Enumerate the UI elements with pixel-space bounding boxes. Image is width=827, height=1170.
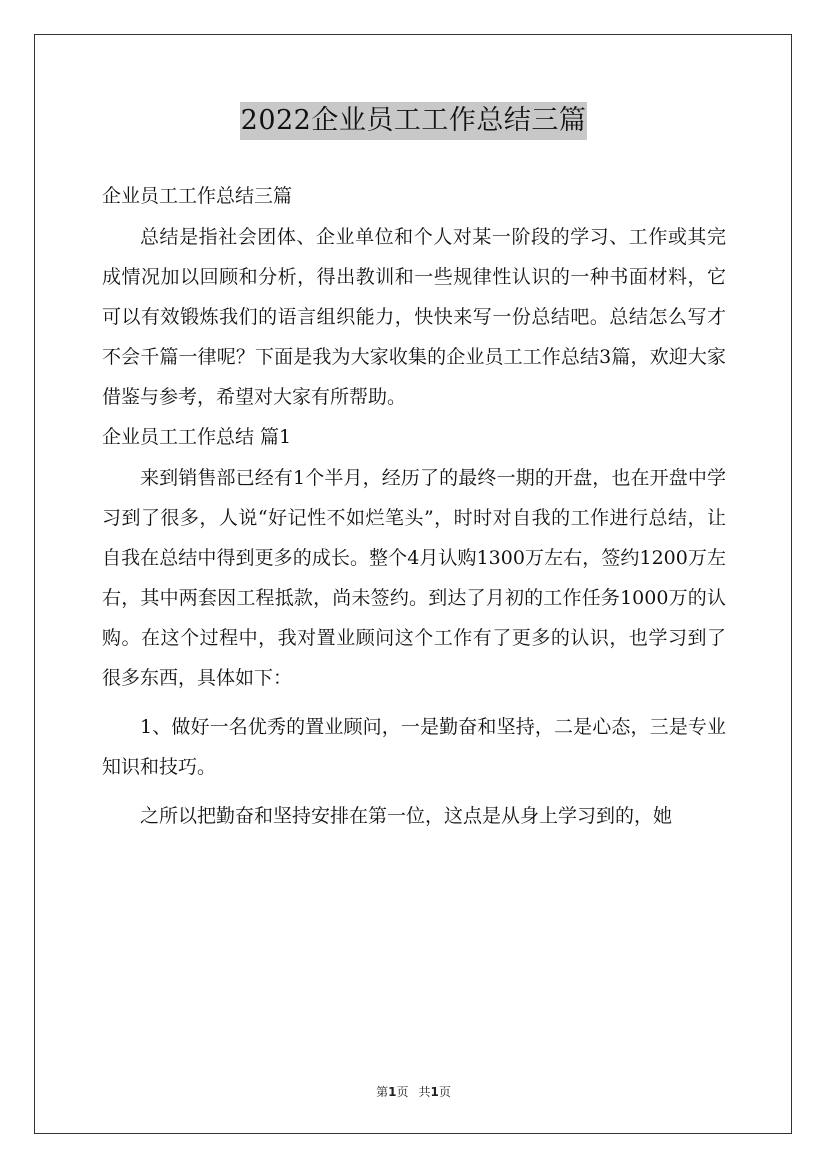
- document-subtitle: 企业员工工作总结三篇: [102, 185, 293, 207]
- section-paragraph: 之所以把勤奋和坚持安排在第一位，这点是从身上学习到的，她: [140, 805, 673, 827]
- document-title: 2022企业员工工作总结三篇: [240, 102, 588, 140]
- section-paragraph: 来到销售部已经有1个半月，经历了的最终一期的开盘，也在开盘中学习到了很多，人说“好记性不如烂笔头”，时时对自我的工作进行总结，让自我在总结中得到更多的成长。整个4月认购1300万左右，签约1200万左右，其中两套因工程抵款，尚未签约。到达了月初的工作任务1000万的认购。在这个过程中，我对置业顾问这个工作有了更多的认识，也学习到了很多东西，具体如下：: [102, 467, 726, 689]
- section-paragraph: 1、做好一名优秀的置业顾问，一是勤奋和坚持，二是心态，三是专业知识和技巧。: [102, 716, 726, 778]
- page-number: 1: [388, 1085, 397, 1099]
- page-footer: [0, 1083, 827, 1101]
- document-body: [102, 176, 726, 836]
- title-wrap: [0, 102, 827, 140]
- intro-paragraph: 总结是指社会团体、企业单位和个人对某一阶段的学习、工作或其完成情况加以回顾和分析，得出教训和一些规律性认识的一种书面材料，它可以有效锻炼我们的语言组织能力，快快来写一份总结吧。总结怎么写才不会千篇一律呢？下面是我为大家收集的企业员工工作总结3篇，欢迎大家借鉴与参考，希望对大家有所帮助。: [102, 226, 726, 408]
- total-number: 1: [430, 1085, 439, 1099]
- total-suffix: 页: [438, 1085, 451, 1099]
- page-suffix: 页: [396, 1085, 409, 1099]
- page-prefix: 第: [376, 1085, 389, 1099]
- total-prefix: 共: [418, 1085, 431, 1099]
- section-heading: 企业员工工作总结 篇1: [102, 426, 292, 448]
